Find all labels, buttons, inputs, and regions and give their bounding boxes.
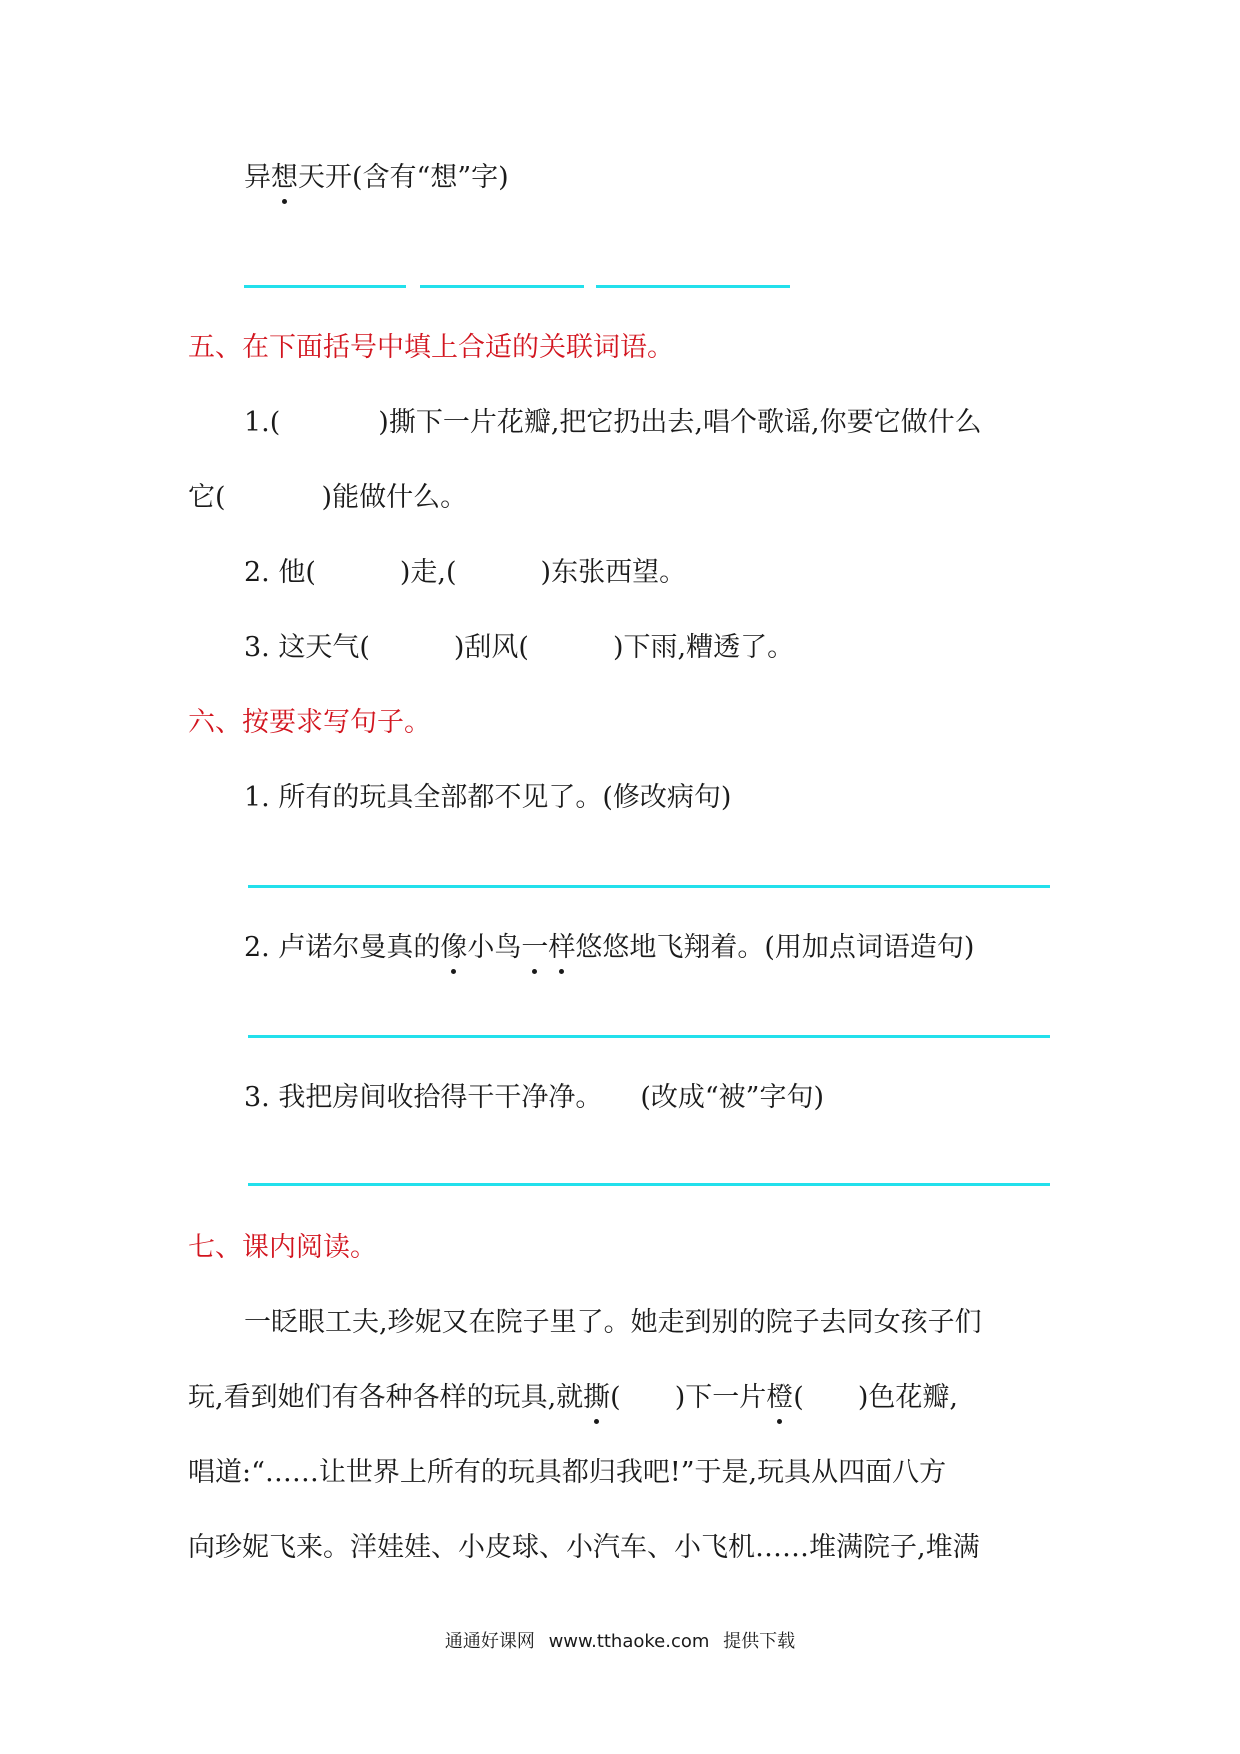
q2-part-a: 2. 卢诺尔曼真的	[244, 932, 441, 963]
idiom-text: 异	[244, 162, 271, 193]
q1-text-b: )撕下一片花瓣,把它扔出去,唱个歌谣,你要它做什么	[378, 407, 982, 438]
q2-text-a: 2. 他(	[244, 557, 316, 588]
footer-url[interactable]: www.tthaoke.com	[548, 1631, 710, 1652]
footer-note: 提供下载	[723, 1631, 796, 1652]
answer-blank-3[interactable]	[596, 285, 790, 288]
s5-question-1-cont	[188, 480, 467, 516]
dotted-char: 橙	[766, 1380, 793, 1416]
q3-text-b: )刮风(	[453, 632, 529, 663]
answer-blank-2[interactable]	[420, 285, 584, 288]
q2-text-b: )走,(	[399, 557, 457, 588]
section-five-heading: 五、在下面括号中填上合适的关联词语。	[188, 332, 674, 363]
s6-question-3	[244, 1080, 824, 1116]
s5-question-3	[244, 630, 794, 666]
q3-instruction: (改成“被”字句)	[640, 1082, 825, 1113]
dotted-char: 想	[271, 160, 298, 196]
q2-part-b: 小鸟	[467, 932, 522, 963]
s6-question-2	[244, 930, 974, 966]
p2-open-bracket: (	[610, 1382, 621, 1413]
dotted-char: 一	[521, 930, 548, 966]
dotted-char: 撕	[583, 1380, 610, 1416]
q2-part-c: 悠悠地飞翔着。(用加点词语造句)	[575, 932, 975, 963]
q3-text-a: 3. 这天气(	[244, 632, 370, 663]
footer	[0, 1630, 1240, 1654]
answer-blank-1[interactable]	[244, 285, 406, 288]
p2-text-e: )色花瓣,	[857, 1382, 958, 1413]
q1-text-c: 它(	[188, 482, 226, 513]
answer-line-3[interactable]	[248, 1183, 1050, 1186]
p2-text-c: )下一片	[674, 1382, 767, 1413]
reading-paragraph-line-3: 唱道:“……让世界上所有的玩具都归我吧!”于是,玩具从四面八方	[188, 1457, 947, 1488]
reading-paragraph-line-1: 一眨眼工夫,珍妮又在院子里了。她走到别的院子去同女孩子们	[244, 1307, 982, 1338]
s5-question-2	[244, 555, 686, 591]
section-seven-heading: 七、课内阅读。	[188, 1232, 377, 1263]
q2-text-c: )东张西望。	[540, 557, 687, 588]
idiom-text-rest: 天开(含有“想”字)	[298, 162, 509, 193]
q3-sentence: 3. 我把房间收拾得干干净净。	[244, 1082, 603, 1113]
answer-line-1[interactable]	[248, 885, 1050, 888]
p2-open-bracket-2: (	[793, 1382, 804, 1413]
section-six-heading: 六、按要求写句子。	[188, 707, 431, 738]
reading-paragraph-line-2	[188, 1380, 958, 1416]
q1-text-d: )能做什么。	[321, 482, 468, 513]
answer-line-2[interactable]	[248, 1035, 1050, 1038]
footer-site: 通通好课网	[444, 1631, 535, 1652]
s6-question-1: 1. 所有的玩具全部都不见了。(修改病句)	[244, 782, 732, 813]
dotted-char: 像	[440, 930, 467, 966]
p2-text-a: 玩,看到她们有各种各样的玩具,就	[188, 1382, 584, 1413]
idiom-line	[244, 160, 509, 196]
q1-text-a: 1.(	[244, 407, 281, 438]
q3-text-c: )下雨,糟透了。	[612, 632, 795, 663]
reading-paragraph-line-4: 向珍妮飞来。洋娃娃、小皮球、小汽车、小飞机……堆满院子,堆满	[188, 1532, 980, 1563]
s5-question-1	[244, 405, 982, 441]
dotted-char: 样	[548, 930, 575, 966]
